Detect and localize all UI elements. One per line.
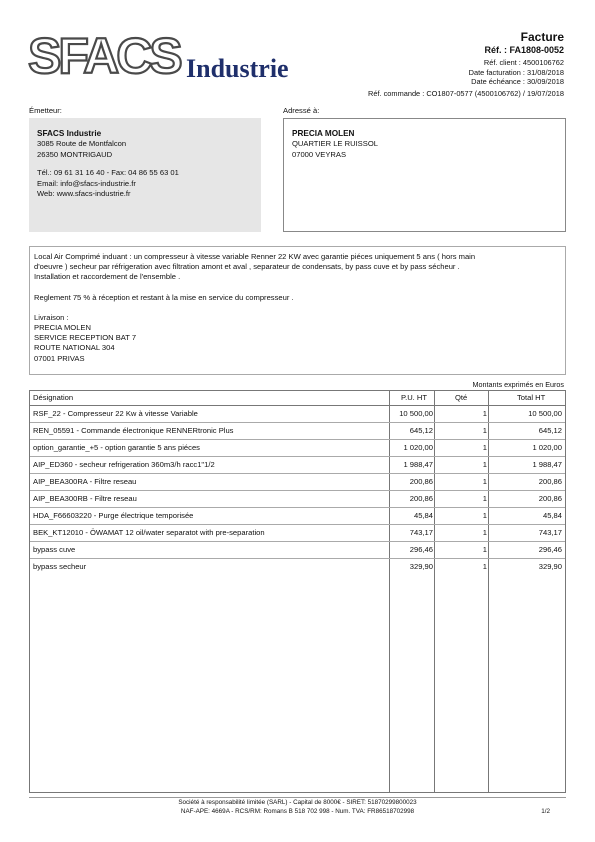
table-row — [30, 491, 565, 508]
row-unit-price: 200,86 — [409, 477, 433, 486]
row-quantity: 1 — [482, 511, 487, 520]
row-quantity: 1 — [482, 477, 487, 486]
delivery-line: ROUTE NATIONAL 304 — [34, 343, 115, 353]
row-total: 1 020,00 — [532, 443, 562, 452]
col-header-quantity: Qté — [455, 393, 468, 402]
sender-box — [29, 118, 261, 232]
row-unit-price: 1 020,00 — [403, 443, 433, 452]
row-quantity: 1 — [482, 409, 487, 418]
invoice-title: Facture — [520, 30, 564, 44]
table-row — [30, 406, 565, 423]
row-quantity: 1 — [482, 460, 487, 469]
row-total: 1 988,47 — [532, 460, 562, 469]
sender-web: Web: www.sfacs-industrie.fr — [37, 189, 131, 198]
table-row — [30, 440, 565, 457]
row-quantity: 1 — [482, 443, 487, 452]
footer-legal-2: NAF-APE: 4669A - RCS/RM: Romans B 518 702 998 - Num. TVA: FR86518702998 — [180, 807, 415, 815]
desc-line: Local Air Comprimé induant : un compresseur à vitesse variable Renner 22 KW avec garantie piéces uniquement 5 ans ( hors main — [34, 252, 476, 261]
row-designation: HDA_F66603220 - Purge électrique temporisée — [33, 511, 194, 520]
col-header-designation: Désignation — [33, 393, 74, 402]
items-table — [29, 390, 566, 793]
invoice-ref: Réf. : FA1808-0052 — [484, 45, 564, 55]
footer-legal-1: Société à responsabilité limitée (SARL) - Capital de 8000€ - SIRET: 51870299800023 — [178, 799, 417, 806]
recipient-label: Adressé à: — [283, 106, 320, 115]
row-unit-price: 200,86 — [409, 494, 433, 503]
sender-name: SFACS Industrie — [37, 129, 102, 138]
footer — [0, 799, 595, 816]
row-unit-price: 743,17 — [409, 528, 433, 537]
desc-line: Installation et raccordement de l'ensemble . — [34, 272, 181, 282]
row-designation: option_garantie_+5 - option garantie 5 ans piéces — [33, 443, 200, 452]
footer-divider — [29, 797, 566, 798]
row-total: 45,84 — [542, 511, 562, 520]
delivery-line: 07001 PRIVAS — [34, 353, 85, 363]
recipient-name: PRECIA MOLEN — [292, 129, 355, 138]
row-quantity: 1 — [482, 426, 487, 435]
sender-phone: Tél.: 09 61 31 16 40 - Fax: 04 86 55 63 01 — [37, 168, 179, 177]
row-total: 329,90 — [538, 562, 562, 571]
delivery-label: Livraison : — [34, 312, 69, 322]
row-total: 296,46 — [538, 545, 562, 554]
due-date: Date échéance : 30/09/2018 — [471, 77, 564, 87]
row-unit-price: 10 500,00 — [399, 409, 433, 418]
invoice-header — [469, 30, 564, 87]
recipient-box — [283, 118, 566, 232]
row-total: 10 500,00 — [528, 409, 562, 418]
sender-label: Émetteur: — [29, 106, 62, 115]
row-total: 200,86 — [538, 494, 562, 503]
row-quantity: 1 — [482, 528, 487, 537]
row-designation: REN_05591 - Commande électronique RENNERtronic Plus — [33, 426, 234, 435]
table-row — [30, 457, 565, 474]
row-total: 200,86 — [538, 477, 562, 486]
table-row — [30, 423, 565, 440]
row-designation: AIP_BEA300RA - Filtre reseau — [33, 477, 137, 486]
row-unit-price: 645,12 — [409, 426, 433, 435]
row-unit-price: 329,90 — [409, 562, 433, 571]
col-header-unit-price: P.U. HT — [401, 393, 428, 402]
row-designation: AIP_ED360 - secheur refrigeration 360m3/h racc1"1/2 — [33, 460, 215, 469]
sender-email: Email: info@sfacs-industrie.fr — [37, 178, 136, 188]
page-number: 1/2 — [541, 808, 550, 815]
col-header-total: Total HT — [517, 393, 546, 402]
row-designation: RSF_22 - Compresseur 22 Kw à vitesse Variable — [33, 409, 198, 418]
invoice-description — [29, 246, 566, 375]
recipient-address-2: 07000 VEYRAS — [292, 149, 347, 159]
row-designation: bypass cuve — [33, 545, 76, 554]
row-unit-price: 45,84 — [413, 511, 433, 520]
row-designation: BEK_KT12010 - ÖWAMAT 12 oil/water separatot with pre-separation — [33, 528, 265, 537]
row-designation: bypass secheur — [33, 562, 87, 571]
row-quantity: 1 — [482, 545, 487, 554]
row-quantity: 1 — [482, 562, 487, 571]
client-ref: Réf. client : 4500106762 — [483, 58, 564, 67]
sender-address-2: 26350 MONTRIGAUD — [37, 149, 113, 159]
logo-brand: SFACS — [28, 28, 180, 84]
currency-note: Montants exprimés en Euros — [472, 380, 564, 389]
delivery-line: PRECIA MOLEN — [34, 323, 91, 333]
row-total: 743,17 — [538, 528, 562, 537]
table-row — [30, 559, 565, 576]
sender-address-1: 3085 Route de Montfalcon — [37, 139, 127, 148]
payment-terms: Reglement 75 % à réception et restant à la mise en service du compresseur . — [34, 292, 294, 302]
company-logo — [28, 28, 318, 88]
table-row — [30, 474, 565, 491]
delivery-line: SERVICE RECEPTION BAT 7 — [34, 333, 137, 343]
invoice-date: Date facturation : 31/08/2018 — [468, 67, 564, 77]
row-total: 645,12 — [538, 426, 562, 435]
desc-line: d'oeuvre ) secheur par réfrigeration avec filtration amont et aval , separateur de condensats, by pass cuve et by pass sécheur . — [34, 262, 460, 272]
row-designation: AIP_BEA300RB - Filtre reseau — [33, 494, 137, 503]
table-row — [30, 542, 565, 559]
recipient-address-1: QUARTIER LE RUISSOL — [292, 139, 378, 148]
row-unit-price: 296,46 — [409, 545, 433, 554]
table-row — [30, 508, 565, 525]
row-unit-price: 1 988,47 — [403, 460, 433, 469]
logo-sub: Industrie — [186, 54, 289, 83]
table-row — [30, 525, 565, 542]
order-ref: Réf. commande : CO1807-0577 (4500106762) / 19/07/2018 — [368, 89, 564, 98]
row-quantity: 1 — [482, 494, 487, 503]
